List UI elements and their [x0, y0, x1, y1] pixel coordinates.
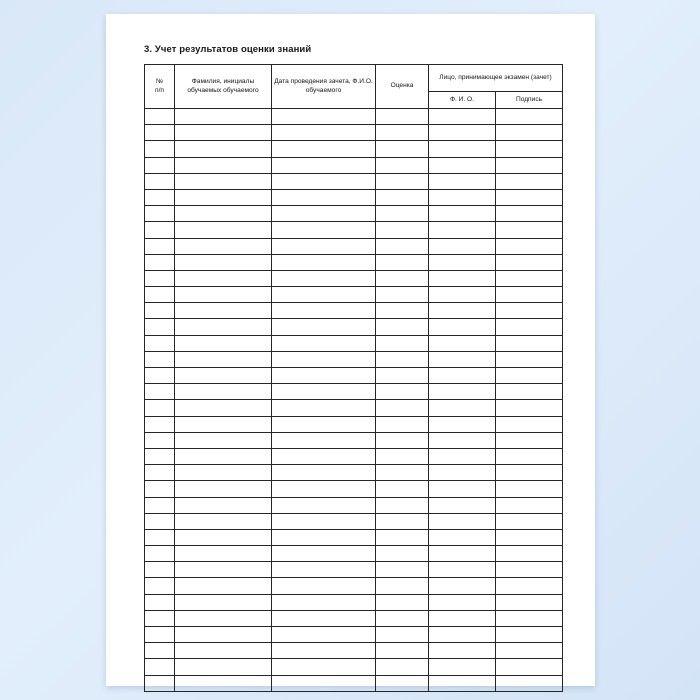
table-cell-num[interactable] [145, 627, 175, 643]
table-cell-mark[interactable] [376, 206, 429, 222]
table-cell-num[interactable] [145, 562, 175, 578]
table-cell-fio[interactable] [175, 610, 272, 626]
table-cell-examiner_fio[interactable] [429, 675, 496, 691]
table-cell-mark[interactable] [376, 546, 429, 562]
table-cell-mark[interactable] [376, 594, 429, 610]
table-cell-fio[interactable] [175, 481, 272, 497]
table-cell-date[interactable] [272, 481, 376, 497]
table-cell-examiner_sign[interactable] [496, 529, 563, 545]
table-cell-date[interactable] [272, 335, 376, 351]
table-cell-mark[interactable] [376, 400, 429, 416]
table-cell-date[interactable] [272, 448, 376, 464]
table-row [145, 529, 563, 545]
column-header-mark: Оценка [376, 65, 429, 109]
table-cell-num[interactable] [145, 497, 175, 513]
table-cell-fio[interactable] [175, 319, 272, 335]
table-cell-date[interactable] [272, 416, 376, 432]
table-row [145, 432, 563, 448]
table-cell-examiner_sign[interactable] [496, 335, 563, 351]
table-cell-num[interactable] [145, 432, 175, 448]
table-cell-mark[interactable] [376, 513, 429, 529]
table-cell-num[interactable] [145, 416, 175, 432]
column-header-number [145, 65, 175, 109]
table-cell-examiner_fio[interactable] [429, 578, 496, 594]
table-cell-mark[interactable] [376, 173, 429, 189]
table-row [145, 319, 563, 335]
table-cell-mark[interactable] [376, 222, 429, 238]
table-cell-num[interactable] [145, 643, 175, 659]
table-cell-examiner_sign[interactable] [496, 270, 563, 286]
table-cell-examiner_fio[interactable] [429, 368, 496, 384]
table-cell-date[interactable] [272, 643, 376, 659]
table-cell-date[interactable] [272, 222, 376, 238]
table-row [145, 578, 563, 594]
table-row [145, 222, 563, 238]
table-cell-fio[interactable] [175, 546, 272, 562]
table-cell-mark[interactable] [376, 335, 429, 351]
table-cell-mark[interactable] [376, 189, 429, 205]
table-cell-examiner_fio[interactable] [429, 351, 496, 367]
table-cell-examiner_sign[interactable] [496, 400, 563, 416]
table-row [145, 627, 563, 643]
table-row [145, 206, 563, 222]
table-row [145, 400, 563, 416]
table-cell-mark[interactable] [376, 610, 429, 626]
table-cell-num[interactable] [145, 319, 175, 335]
column-header-number-line2: п/п [155, 86, 164, 94]
table-cell-examiner_sign[interactable] [496, 497, 563, 513]
table-cell-date[interactable] [272, 206, 376, 222]
table-body [145, 109, 563, 692]
table-cell-examiner_sign[interactable] [496, 206, 563, 222]
table-cell-date[interactable] [272, 465, 376, 481]
table-cell-examiner_sign[interactable] [496, 254, 563, 270]
table-cell-mark[interactable] [376, 351, 429, 367]
table-cell-num[interactable] [145, 659, 175, 675]
table-cell-examiner_fio[interactable] [429, 270, 496, 286]
table-cell-num[interactable] [145, 335, 175, 351]
table-cell-fio[interactable] [175, 400, 272, 416]
table-row [145, 368, 563, 384]
table-cell-num[interactable] [145, 222, 175, 238]
table-cell-examiner_fio[interactable] [429, 335, 496, 351]
table-cell-examiner_fio[interactable] [429, 222, 496, 238]
table-row [145, 189, 563, 205]
table-cell-mark[interactable] [376, 562, 429, 578]
table-cell-mark[interactable] [376, 109, 429, 125]
table-cell-examiner_sign[interactable] [496, 109, 563, 125]
table-cell-num[interactable] [145, 594, 175, 610]
table-cell-fio[interactable] [175, 189, 272, 205]
table-cell-fio[interactable] [175, 368, 272, 384]
table-cell-num[interactable] [145, 157, 175, 173]
table-row [145, 270, 563, 286]
table-cell-date[interactable] [272, 109, 376, 125]
table-cell-mark[interactable] [376, 465, 429, 481]
table-cell-num[interactable] [145, 529, 175, 545]
table-cell-examiner_sign[interactable] [496, 562, 563, 578]
table-cell-num[interactable] [145, 287, 175, 303]
table-cell-mark[interactable] [376, 125, 429, 141]
table-cell-examiner_fio[interactable] [429, 529, 496, 545]
table-row [145, 238, 563, 254]
table-cell-num[interactable] [145, 173, 175, 189]
column-header-examiner: Лицо, принимающее экзамен (зачет) [429, 65, 563, 92]
page-title: 3. Учет результатов оценки знаний [144, 44, 312, 55]
table-cell-examiner_fio[interactable] [429, 562, 496, 578]
table-cell-fio[interactable] [175, 675, 272, 691]
table-cell-examiner_sign[interactable] [496, 610, 563, 626]
table-cell-examiner_fio[interactable] [429, 141, 496, 157]
table-cell-num[interactable] [145, 270, 175, 286]
table-cell-fio[interactable] [175, 238, 272, 254]
table-header [145, 65, 563, 109]
table-cell-examiner_sign[interactable] [496, 319, 563, 335]
table-row [145, 675, 563, 691]
table-cell-examiner_fio[interactable] [429, 513, 496, 529]
table-cell-fio[interactable] [175, 303, 272, 319]
table-cell-date[interactable] [272, 384, 376, 400]
table-cell-examiner_sign[interactable] [496, 643, 563, 659]
table-cell-examiner_fio[interactable] [429, 173, 496, 189]
table-cell-fio[interactable] [175, 125, 272, 141]
table-cell-num[interactable] [145, 206, 175, 222]
table-cell-date[interactable] [272, 157, 376, 173]
table-cell-examiner_fio[interactable] [429, 610, 496, 626]
table-cell-date[interactable] [272, 238, 376, 254]
table-cell-fio[interactable] [175, 351, 272, 367]
table-cell-examiner_fio[interactable] [429, 157, 496, 173]
table-cell-mark[interactable] [376, 270, 429, 286]
table-cell-fio[interactable] [175, 335, 272, 351]
table-cell-examiner_fio[interactable] [429, 400, 496, 416]
table-cell-fio[interactable] [175, 497, 272, 513]
table-cell-examiner_fio[interactable] [429, 303, 496, 319]
table-cell-examiner_sign[interactable] [496, 448, 563, 464]
table-cell-examiner_sign[interactable] [496, 384, 563, 400]
table-cell-date[interactable] [272, 562, 376, 578]
table-cell-mark[interactable] [376, 627, 429, 643]
table-cell-date[interactable] [272, 627, 376, 643]
table-cell-fio[interactable] [175, 157, 272, 173]
table-cell-examiner_fio[interactable] [429, 254, 496, 270]
table-cell-num[interactable] [145, 254, 175, 270]
table-cell-examiner_fio[interactable] [429, 287, 496, 303]
table-cell-num[interactable] [145, 125, 175, 141]
table-cell-fio[interactable] [175, 578, 272, 594]
table-cell-examiner_fio[interactable] [429, 384, 496, 400]
table-cell-num[interactable] [145, 238, 175, 254]
table-cell-num[interactable] [145, 546, 175, 562]
table-row [145, 335, 563, 351]
table-cell-fio[interactable] [175, 287, 272, 303]
table-cell-mark[interactable] [376, 384, 429, 400]
table-cell-fio[interactable] [175, 594, 272, 610]
table-cell-examiner_sign[interactable] [496, 287, 563, 303]
table-cell-examiner_fio[interactable] [429, 206, 496, 222]
table-row [145, 384, 563, 400]
table-cell-fio[interactable] [175, 109, 272, 125]
table-row [145, 659, 563, 675]
table-cell-date[interactable] [272, 287, 376, 303]
table-cell-num[interactable] [145, 384, 175, 400]
table-cell-examiner_fio[interactable] [429, 432, 496, 448]
table-cell-date[interactable] [272, 400, 376, 416]
table-row [145, 562, 563, 578]
table-cell-num[interactable] [145, 675, 175, 691]
table-cell-mark[interactable] [376, 659, 429, 675]
table-cell-examiner_fio[interactable] [429, 319, 496, 335]
table-header-row-main [145, 65, 563, 92]
table-cell-date[interactable] [272, 173, 376, 189]
table-cell-date[interactable] [272, 125, 376, 141]
table-cell-examiner_sign[interactable] [496, 141, 563, 157]
table-cell-examiner_sign[interactable] [496, 222, 563, 238]
table-cell-examiner_fio[interactable] [429, 643, 496, 659]
table-cell-fio[interactable] [175, 222, 272, 238]
table-row [145, 465, 563, 481]
table-cell-date[interactable] [272, 368, 376, 384]
table-row [145, 287, 563, 303]
table-cell-date[interactable] [272, 497, 376, 513]
table-row [145, 141, 563, 157]
table-cell-date[interactable] [272, 254, 376, 270]
table-cell-examiner_sign[interactable] [496, 465, 563, 481]
table-row [145, 416, 563, 432]
table-cell-examiner_sign[interactable] [496, 627, 563, 643]
table-cell-examiner_sign[interactable] [496, 351, 563, 367]
table-cell-examiner_fio[interactable] [429, 659, 496, 675]
table-cell-fio[interactable] [175, 448, 272, 464]
table-cell-mark[interactable] [376, 319, 429, 335]
table-cell-mark[interactable] [376, 141, 429, 157]
table-row [145, 513, 563, 529]
table-cell-num[interactable] [145, 141, 175, 157]
table-cell-examiner_fio[interactable] [429, 546, 496, 562]
table-cell-fio[interactable] [175, 254, 272, 270]
table-cell-mark[interactable] [376, 578, 429, 594]
table-cell-fio[interactable] [175, 141, 272, 157]
table-row [145, 303, 563, 319]
table-row [145, 594, 563, 610]
table-cell-fio[interactable] [175, 416, 272, 432]
table-cell-num[interactable] [145, 400, 175, 416]
table-cell-mark[interactable] [376, 448, 429, 464]
table-row [145, 497, 563, 513]
table-cell-fio[interactable] [175, 173, 272, 189]
table-cell-mark[interactable] [376, 497, 429, 513]
table-row [145, 173, 563, 189]
table-cell-fio[interactable] [175, 270, 272, 286]
table-cell-examiner_sign[interactable] [496, 416, 563, 432]
table-cell-mark[interactable] [376, 238, 429, 254]
table-cell-num[interactable] [145, 448, 175, 464]
table-cell-examiner_sign[interactable] [496, 432, 563, 448]
table-cell-mark[interactable] [376, 432, 429, 448]
table-cell-date[interactable] [272, 189, 376, 205]
table-cell-fio[interactable] [175, 465, 272, 481]
table-cell-num[interactable] [145, 481, 175, 497]
table-cell-examiner_fio[interactable] [429, 497, 496, 513]
table-cell-mark[interactable] [376, 675, 429, 691]
table-cell-mark[interactable] [376, 303, 429, 319]
table-cell-num[interactable] [145, 465, 175, 481]
table-cell-fio[interactable] [175, 529, 272, 545]
table-cell-mark[interactable] [376, 287, 429, 303]
table-row [145, 254, 563, 270]
table-cell-mark[interactable] [376, 529, 429, 545]
table-cell-date[interactable] [272, 529, 376, 545]
table-row [145, 109, 563, 125]
table-cell-date[interactable] [272, 270, 376, 286]
table-cell-date[interactable] [272, 303, 376, 319]
table-cell-examiner_sign[interactable] [496, 238, 563, 254]
table-cell-examiner_sign[interactable] [496, 594, 563, 610]
column-header-date: Дата проведения зачета, Ф.И.О. обучаемого [272, 65, 376, 109]
table-cell-mark[interactable] [376, 481, 429, 497]
table-cell-examiner_sign[interactable] [496, 546, 563, 562]
table-cell-examiner_sign[interactable] [496, 173, 563, 189]
table-cell-date[interactable] [272, 546, 376, 562]
table-cell-fio[interactable] [175, 562, 272, 578]
table-cell-examiner_fio[interactable] [429, 448, 496, 464]
table-cell-examiner_sign[interactable] [496, 513, 563, 529]
results-table [144, 64, 563, 692]
table-row [145, 610, 563, 626]
table-cell-mark[interactable] [376, 254, 429, 270]
table-cell-examiner_sign[interactable] [496, 675, 563, 691]
table-cell-fio[interactable] [175, 643, 272, 659]
table-cell-date[interactable] [272, 578, 376, 594]
table-row [145, 351, 563, 367]
table-cell-num[interactable] [145, 610, 175, 626]
column-header-examiner-signature: Подпись [496, 92, 563, 109]
table-cell-date[interactable] [272, 610, 376, 626]
table-cell-examiner_fio[interactable] [429, 594, 496, 610]
table-row [145, 546, 563, 562]
table-cell-examiner_sign[interactable] [496, 157, 563, 173]
table-cell-examiner_fio[interactable] [429, 465, 496, 481]
table-cell-mark[interactable] [376, 643, 429, 659]
table-cell-num[interactable] [145, 578, 175, 594]
table-cell-num[interactable] [145, 368, 175, 384]
table-cell-mark[interactable] [376, 157, 429, 173]
document-content [144, 44, 562, 692]
table-cell-mark[interactable] [376, 368, 429, 384]
table-cell-date[interactable] [272, 659, 376, 675]
table-cell-fio[interactable] [175, 659, 272, 675]
table-cell-date[interactable] [272, 513, 376, 529]
table-cell-num[interactable] [145, 513, 175, 529]
table-cell-num[interactable] [145, 303, 175, 319]
table-cell-examiner_fio[interactable] [429, 481, 496, 497]
column-header-student-name: Фамилия, инициалы обучаемых обучаемого [175, 65, 272, 109]
table-cell-examiner_sign[interactable] [496, 659, 563, 675]
table-cell-fio[interactable] [175, 432, 272, 448]
table-cell-examiner_fio[interactable] [429, 238, 496, 254]
table-cell-fio[interactable] [175, 513, 272, 529]
table-cell-date[interactable] [272, 141, 376, 157]
table-cell-examiner_fio[interactable] [429, 416, 496, 432]
table-cell-date[interactable] [272, 594, 376, 610]
document-sheet [106, 14, 595, 686]
table-cell-date[interactable] [272, 319, 376, 335]
table-row [145, 125, 563, 141]
table-cell-examiner_fio[interactable] [429, 627, 496, 643]
table-cell-examiner_fio[interactable] [429, 125, 496, 141]
table-cell-examiner_sign[interactable] [496, 481, 563, 497]
table-cell-fio[interactable] [175, 627, 272, 643]
table-cell-examiner_fio[interactable] [429, 189, 496, 205]
table-cell-mark[interactable] [376, 416, 429, 432]
table-cell-examiner_sign[interactable] [496, 303, 563, 319]
table-cell-num[interactable] [145, 189, 175, 205]
table-cell-examiner_fio[interactable] [429, 109, 496, 125]
table-cell-fio[interactable] [175, 206, 272, 222]
table-cell-examiner_sign[interactable] [496, 578, 563, 594]
table-cell-date[interactable] [272, 675, 376, 691]
table-cell-examiner_sign[interactable] [496, 189, 563, 205]
column-header-number-line1: № [155, 78, 164, 86]
table-row [145, 481, 563, 497]
table-cell-date[interactable] [272, 432, 376, 448]
table-row [145, 643, 563, 659]
table-cell-num[interactable] [145, 109, 175, 125]
table-cell-num[interactable] [145, 351, 175, 367]
table-cell-date[interactable] [272, 351, 376, 367]
table-row [145, 448, 563, 464]
table-cell-examiner_sign[interactable] [496, 368, 563, 384]
column-header-examiner-fio: Ф. И. О. [429, 92, 496, 109]
table-cell-examiner_sign[interactable] [496, 125, 563, 141]
table-row [145, 157, 563, 173]
table-cell-fio[interactable] [175, 384, 272, 400]
